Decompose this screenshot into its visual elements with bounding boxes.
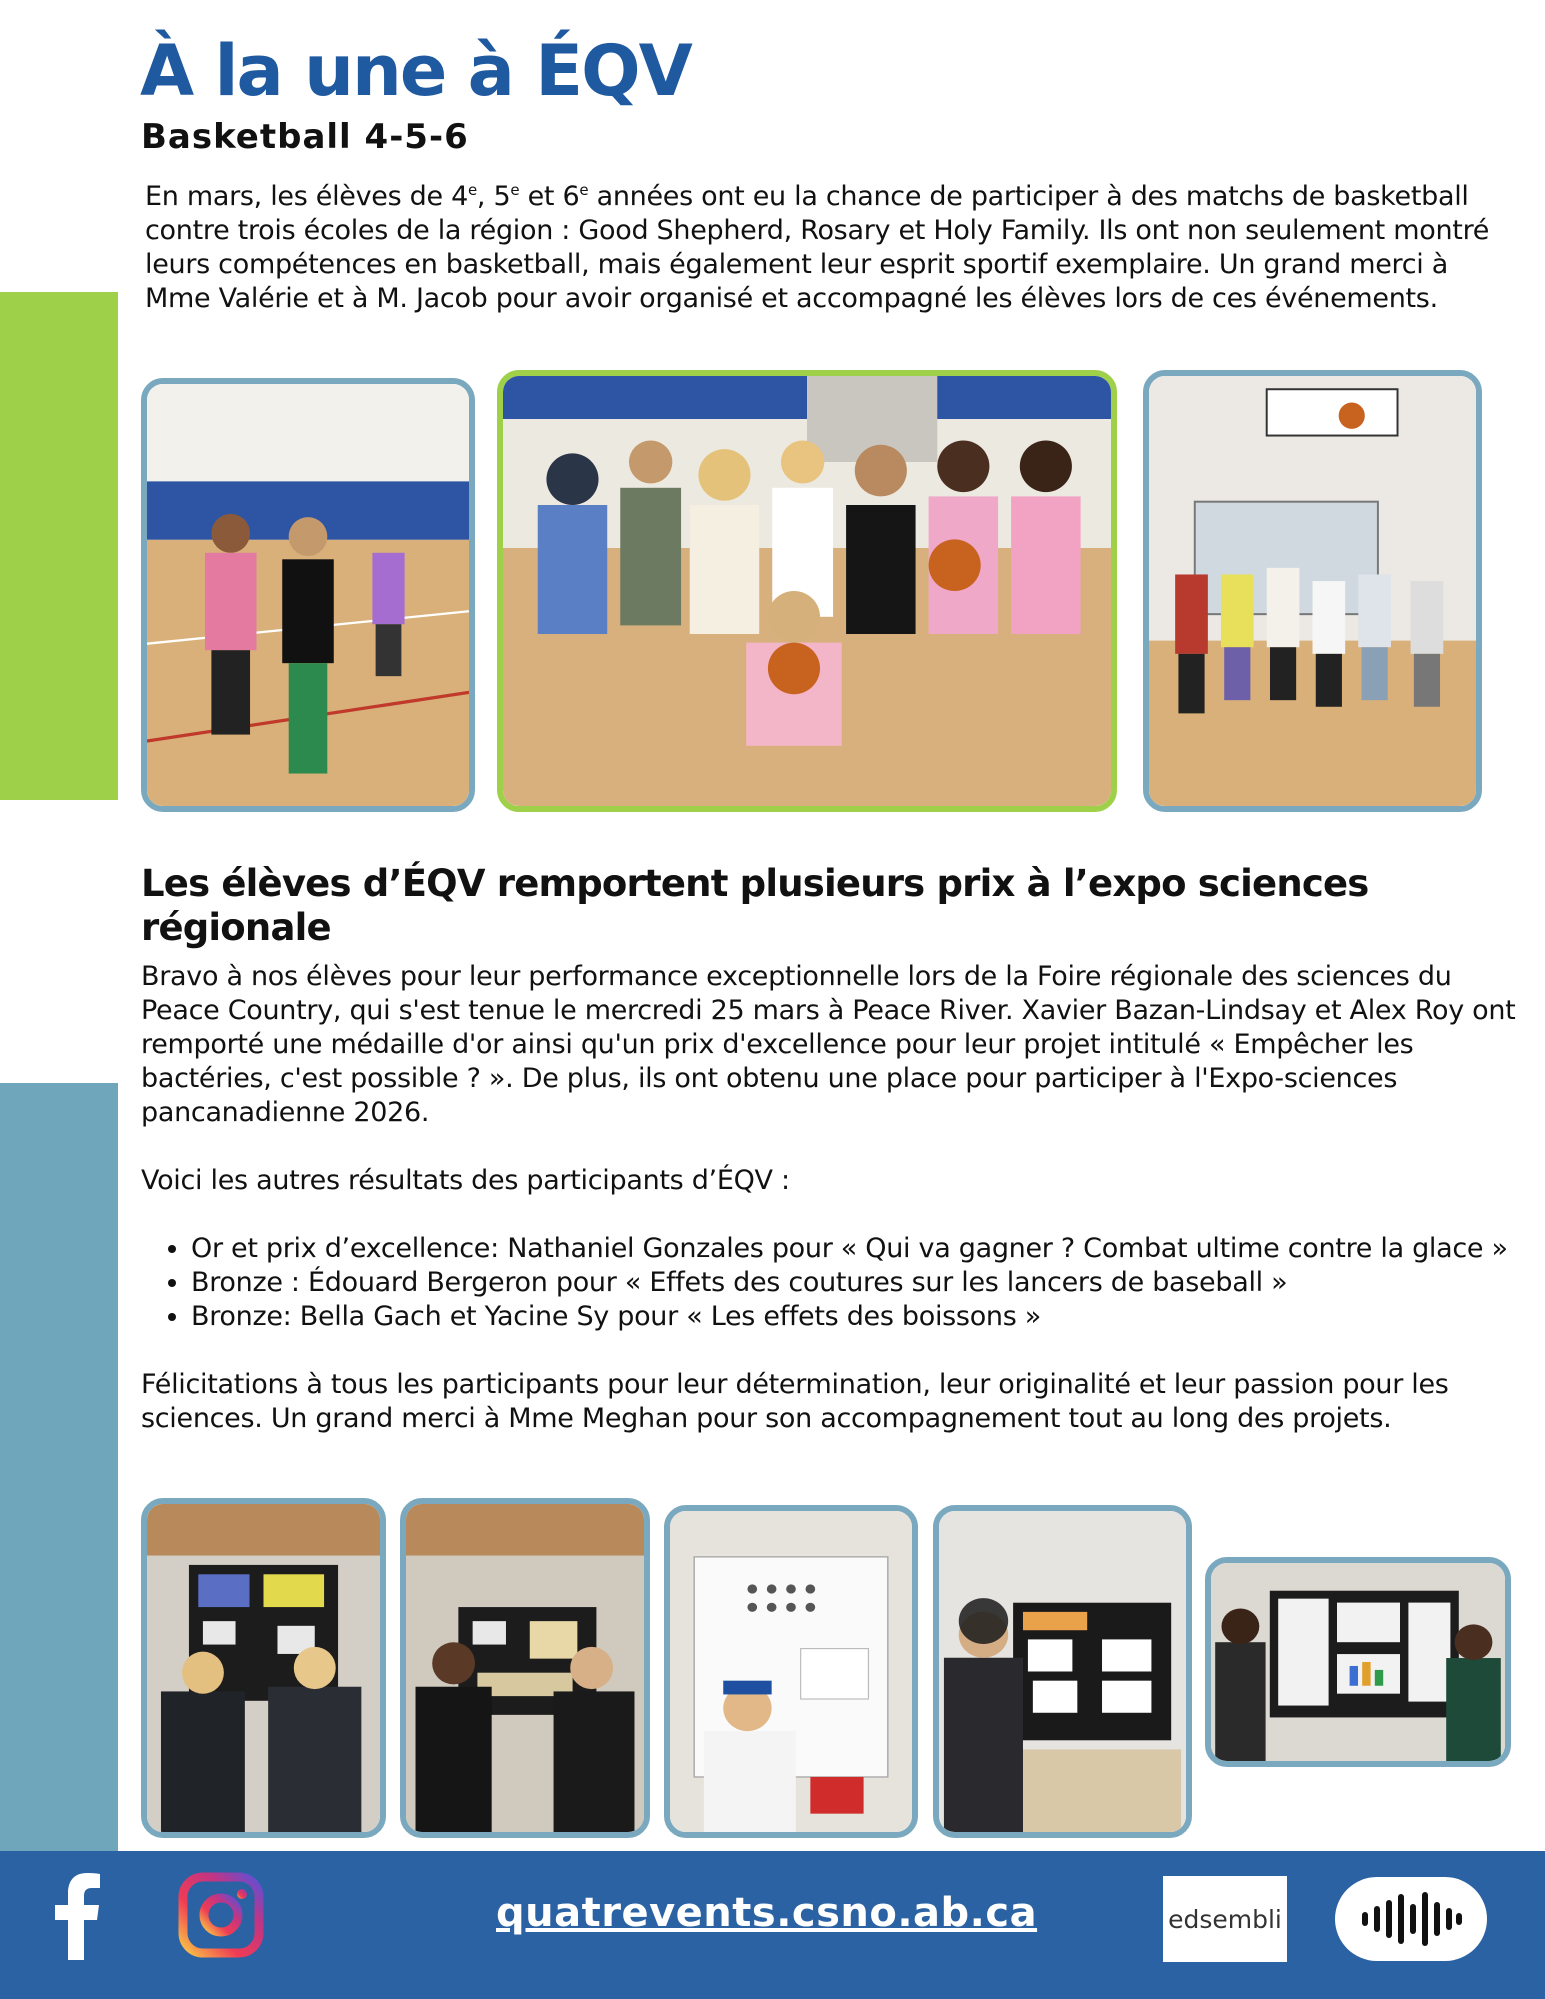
science-heading: Les élèves d’ÉQV remportent plusieurs prix à l’expo sciences régionale (141, 862, 1369, 949)
podcast-waveform-icon[interactable] (1335, 1877, 1487, 1961)
list-item: • Bronze : Édouard Bergeron pour « Effets des coutures sur les lancers de baseball » (191, 1266, 1521, 1300)
basketball-heading: Basketball 4-5-6 (141, 117, 469, 157)
science-photo-5 (1205, 1557, 1511, 1767)
science-paragraph-2: Voici les autres résultats des participants d’ÉQV : (141, 1165, 790, 1196)
decorative-blue-bar (0, 1083, 118, 1851)
basketball-paragraph: En mars, les élèves de 4e, 5e et 6e années ont eu la chance de participer à des matchs de basketball contre trois écoles de la région : Good Shepherd, Rosary et Holy Family. Ils ont non seulement montré leurs compétences en basketball, mais également leur esprit sportif exemplaire. Un grand merci à Mme Valérie et à M. Jacob pour avoir organisé et accompagné les élèves lors de ces événements. (145, 181, 1490, 314)
decorative-green-bar (0, 292, 118, 800)
basketball-photo-2 (497, 370, 1117, 812)
edsembli-logo[interactable]: edsembli (1163, 1876, 1287, 1962)
science-paragraph-1: Bravo à nos élèves pour leur performance exceptionnelle lors de la Foire régionale des sciences du Peace Country, qui s'est tenue le mercredi 25 mars à Peace River. Xavier Bazan-Lindsay et Alex Roy ont remporté une médaille d'or ainsi qu'un prix d'excellence pour leur projet intitulé « Empêcher les bactéries, c'est possible ? ». De plus, ils ont obtenu une place pour participer à l'Expo-sciences pancanadienne 2026. (141, 961, 1516, 1128)
science-photo-4 (933, 1505, 1192, 1838)
basketball-photo-1 (141, 378, 475, 812)
science-photo-2 (400, 1498, 650, 1838)
instagram-icon[interactable] (178, 1872, 264, 1958)
website-link[interactable]: quatrevents.csno.ab.ca (496, 1890, 1038, 1936)
science-photo-3 (664, 1505, 918, 1838)
science-photo-1 (141, 1498, 386, 1838)
facebook-icon[interactable] (52, 1870, 102, 1960)
basketball-photo-3 (1143, 370, 1482, 812)
science-paragraph-3: Félicitations à tous les participants pour leur détermination, leur originalité et leur passion pour les sciences. Un grand merci à Mme Meghan pour son accompagnement tout au long des projets. (141, 1369, 1449, 1434)
list-item: • Bronze: Bella Gach et Yacine Sy pour « Les effets des boissons » (191, 1300, 1521, 1334)
page-title: À la une à ÉQV (140, 30, 691, 112)
list-item: • Or et prix d’excellence: Nathaniel Gonzales pour « Qui va gagner ? Combat ultime contre la glace » (191, 1232, 1521, 1266)
results-list (141, 1232, 1521, 1334)
